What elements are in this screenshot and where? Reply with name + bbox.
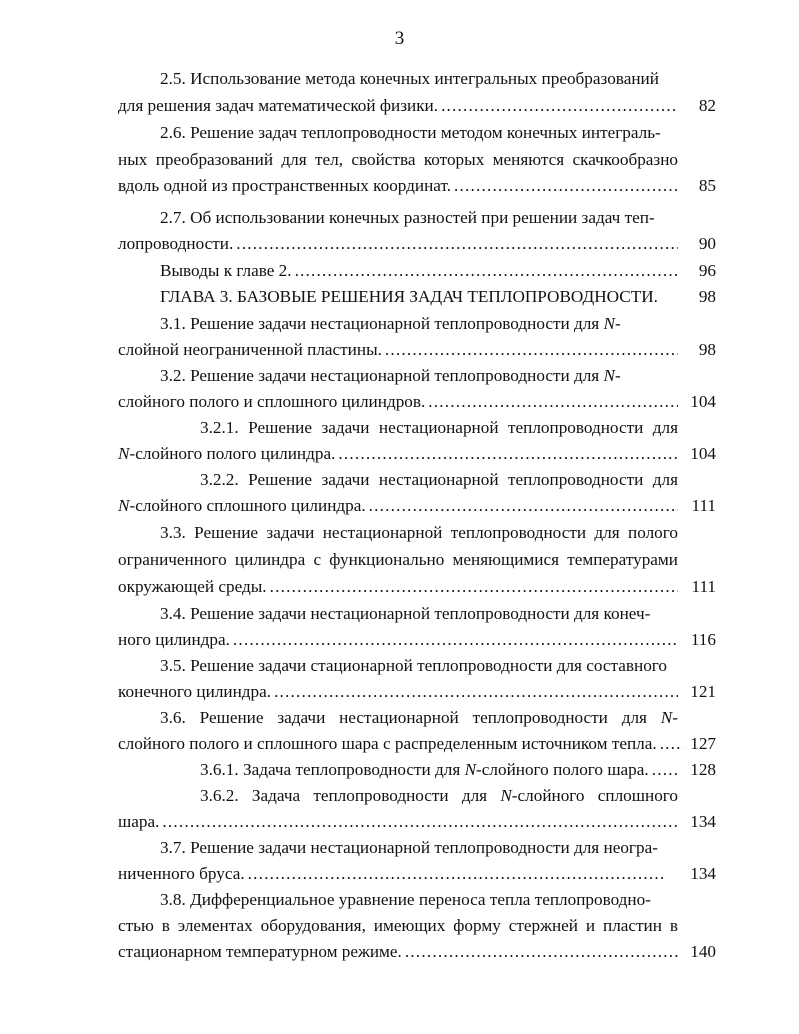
toc-text: 3.6.2. Задача теплопроводности для N-слойного сплошного [200, 786, 678, 805]
leader-dots [385, 339, 678, 361]
toc-text: лопроводности. [118, 234, 234, 253]
leader-dots [454, 175, 678, 197]
toc-text: вдоль одной из пространственных координат. [118, 176, 451, 195]
toc-text: 3.1. Решение задачи нестационарной теплопроводности для N- [160, 314, 621, 333]
toc-entry-3-8-line-2 [118, 915, 678, 937]
toc-page-3-4: 116 [690, 630, 716, 649]
toc-page-3-2-2: 111 [691, 496, 716, 515]
toc-entry-3-8-line-1 [160, 889, 678, 911]
leader-dots [405, 941, 678, 963]
toc-text: ного цилиндра. [118, 630, 230, 649]
toc-page-3-6-1: 128 [690, 760, 716, 779]
toc-text: слойной неограниченной пластины. [118, 340, 382, 359]
toc-page-3-2: 104 [690, 392, 716, 411]
leader-dots [441, 95, 678, 117]
toc-text: 3.7. Решение задачи нестационарной теплопроводности для неогра- [160, 838, 658, 857]
toc-entry-2-7-line-1 [160, 207, 678, 229]
toc-entry-3-3-line-3 [118, 576, 678, 598]
leader-dots [236, 233, 678, 255]
toc-text: слойного полого и сплошного цилиндров. [118, 392, 426, 411]
toc-text: стью в элементах оборудования, имеющих форму стержней и пластин в [118, 916, 678, 935]
toc-entry-3-6-line-1 [160, 707, 678, 729]
toc-page-3-8: 140 [690, 942, 716, 961]
toc-page-2-7: 90 [698, 234, 716, 253]
toc-entry-2-5-line-2 [118, 95, 678, 117]
toc-text: 3.4. Решение задачи нестационарной теплопроводности для конеч- [160, 604, 651, 623]
leader-dots [274, 681, 678, 703]
leader-dots [428, 391, 678, 413]
toc-entry-3-6-2-line-1 [200, 785, 678, 807]
toc-page-conclusions-2: 96 [698, 261, 716, 280]
toc-text: ограниченного цилиндра с функционально меняющимися температурами [118, 550, 678, 569]
toc-entry-2-7-line-2 [118, 233, 678, 255]
toc-text: слойного полого и сплошного шара с распределенным источником тепла. [118, 734, 657, 753]
toc-text: 3.5. Решение задачи стационарной теплопроводности для составного [160, 656, 668, 675]
leader-dots [660, 733, 683, 755]
toc-entry-3-2-2-line-1 [200, 469, 678, 491]
toc-page-3-6-2: 134 [690, 812, 716, 831]
toc-text: 3.2.1. Решение задачи нестационарной теплопроводности для [200, 418, 678, 437]
toc-text: 3.6.1. Задача теплопроводности для N-слойного полого шара. [200, 760, 649, 779]
toc-entry-3-6-1 [200, 759, 678, 781]
leader-dots [652, 759, 678, 781]
toc-text: 3.6. Решение задачи нестационарной теплопроводности для N- [160, 708, 678, 727]
toc-entry-chapter-3 [160, 286, 678, 308]
toc-text: 3.2. Решение задачи нестационарной теплопроводности для N- [160, 366, 621, 385]
toc-text: для решения задач математической физики. [118, 96, 439, 115]
leader-dots [270, 576, 678, 598]
toc-entry-3-2-1-line-1 [200, 417, 678, 439]
toc-page-2-6: 85 [698, 176, 716, 195]
toc-entry-conclusions-2 [160, 260, 678, 282]
toc-page-3-5: 121 [690, 682, 716, 701]
toc-entry-3-1-line-2 [118, 339, 678, 361]
toc-entry-3-2-2-line-2 [118, 495, 678, 517]
leader-dots [233, 629, 678, 651]
toc-text: конечного цилиндра. [118, 682, 272, 701]
toc-text: Выводы к главе 2. [160, 261, 292, 280]
toc-entry-3-2-1-line-2 [118, 443, 678, 465]
toc-entry-2-6-line-1 [160, 122, 678, 144]
toc-text: 2.6. Решение задач теплопроводности методом конечных интеграль- [160, 123, 661, 142]
chapter-heading: ГЛАВА 3. БАЗОВЫЕ РЕШЕНИЯ ЗАДАЧ ТЕПЛОПРОВОДНОСТИ. [160, 287, 658, 306]
toc-text: окружающей среды. [118, 577, 267, 596]
toc-entry-3-1-line-1 [160, 313, 678, 335]
toc-page-3-6: 127 [690, 734, 716, 753]
toc-entry-2-5-line-1 [160, 68, 674, 90]
toc-entry-2-6-line-2 [118, 149, 678, 171]
toc-text: 2.5. Использование метода конечных интегральных преобразований [160, 69, 659, 88]
toc-page-3-7: 134 [690, 864, 716, 883]
toc-text: ниченного бруса. [118, 864, 245, 883]
toc-entry-3-2-line-1 [160, 365, 678, 387]
toc-entry-3-8-line-3 [118, 941, 678, 963]
page-number: 3 [394, 28, 405, 49]
toc-text: шара. [118, 812, 160, 831]
leader-dots [338, 443, 678, 465]
toc-text: 3.8. Дифференциальное уравнение переноса тепла теплопроводно- [160, 890, 651, 909]
toc-entry-3-4-line-1 [160, 603, 678, 625]
toc-text: N-слойного сплошного цилиндра. [118, 496, 366, 515]
toc-entry-3-5-line-2 [118, 681, 678, 703]
toc-entry-3-6-2-line-2 [118, 811, 678, 833]
toc-page-3-2-1: 104 [690, 444, 716, 463]
toc-entry-3-5-line-1 [160, 655, 678, 677]
toc-entry-3-4-line-2 [118, 629, 678, 651]
toc-entry-2-6-line-3 [118, 175, 678, 197]
toc-entry-3-2-line-2 [118, 391, 678, 413]
toc-text: стационарном температурном режиме. [118, 942, 402, 961]
toc-entry-3-6-line-2 [118, 733, 683, 755]
leader-dots [295, 260, 678, 282]
toc-entry-3-3-line-2 [118, 549, 678, 571]
toc-page-chapter-3: 98 [698, 287, 716, 306]
toc-text: ных преобразований для тел, свойства которых меняются скачкообразно [118, 150, 678, 169]
leader-dots [369, 495, 678, 517]
toc-entry-3-7-line-1 [160, 837, 678, 859]
leader-dots [248, 863, 666, 885]
toc-text: 2.7. Об использовании конечных разностей при решении задач теп- [160, 208, 655, 227]
toc-page-3-1: 98 [698, 340, 716, 359]
toc-page-3-3: 111 [691, 577, 716, 596]
toc-text: 3.2.2. Решение задачи нестационарной теплопроводности для [200, 470, 678, 489]
toc-entry-3-3-line-1 [160, 522, 678, 544]
leader-dots [162, 811, 678, 833]
toc-text: N-слойного полого цилиндра. [118, 444, 336, 463]
toc-text: 3.3. Решение задачи нестационарной теплопроводности для полого [160, 523, 678, 542]
toc-entry-3-7-line-2 [118, 863, 666, 885]
toc-page-2-5: 82 [698, 96, 716, 115]
